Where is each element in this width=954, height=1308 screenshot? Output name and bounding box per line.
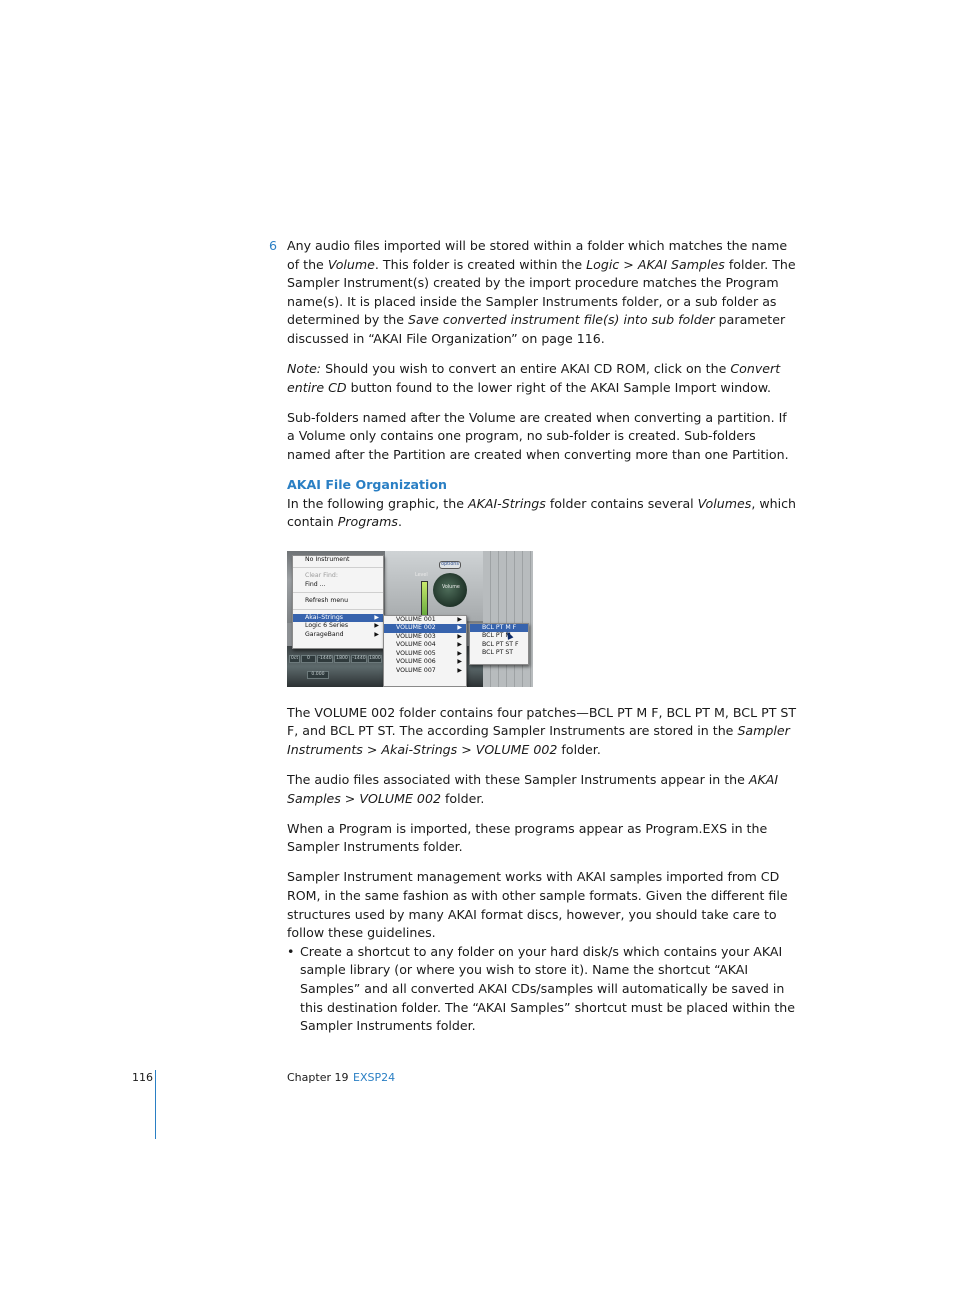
options-button[interactable]: options xyxy=(439,561,461,569)
submenu-arrow-icon: ▶ xyxy=(457,658,462,666)
menu-item-patch[interactable]: BCL PT M xyxy=(482,632,511,640)
menu-separator xyxy=(293,589,383,593)
bullet-icon: • xyxy=(287,943,295,959)
submenu-arrow-icon: ▶ xyxy=(457,632,462,640)
akai-menu-screenshot xyxy=(287,551,533,687)
menu-item-volume[interactable]: VOLUME 002 ▶ xyxy=(384,624,466,633)
level-label: Level xyxy=(415,572,428,578)
param-chip[interactable]: -1440 xyxy=(318,655,332,661)
menu-item-refresh[interactable]: Refresh menu xyxy=(305,597,349,605)
patch-submenu xyxy=(469,623,529,665)
menu-item-volume[interactable]: VOLUME 004 ▶ xyxy=(396,641,462,649)
menu-item-no-instrument[interactable]: No Instrument xyxy=(305,555,350,563)
step-6-text: Any audio files imported will be stored within a folder which matches the name of the Volume. This folder is created within the Logic > AKAI Samples folder. The Sampler Instrument(s) created by the import procedure matches the Program name(s). It is placed inside the Sampler Instruments folder, or a sub folder as determined by the Save converted instrument file(s) into sub folder parameter discussed in “AKAI File Organization” on page 116. xyxy=(287,238,796,346)
menu-item-volume[interactable]: VOLUME 007 ▶ xyxy=(396,666,462,674)
submenu-arrow-icon: ▶ xyxy=(457,649,462,657)
submenu-arrow-icon: ▶ xyxy=(457,666,462,674)
page-body xyxy=(269,237,797,1036)
menu-item-find[interactable]: Find ... xyxy=(305,580,326,588)
submenu-arrow-icon: ▶ xyxy=(374,622,379,630)
menu-item-patch[interactable]: BCL PT ST F xyxy=(482,640,519,648)
guideline-bullet xyxy=(287,943,797,1036)
menu-item-patch[interactable]: BCL PT ST xyxy=(482,649,514,657)
volume-label: Volume xyxy=(442,584,460,590)
submenu-arrow-icon: ▶ xyxy=(457,624,462,632)
management-paragraph: Sampler Instrument management works with AKAI samples imported from CD ROM, in the same fashion as with other sample formats. Given the different file structures used by many AKAI format discs, however, you should take care to follow these guidelines. xyxy=(287,869,788,941)
figure-side-panel xyxy=(483,551,533,687)
menu-item-volume[interactable]: VOLUME 006 ▶ xyxy=(396,658,462,666)
param-chip[interactable]: 0 xyxy=(301,655,316,663)
volume002-paragraph: The VOLUME 002 folder contains four patches—BCL PT M F, BCL PT M, BCL PT ST F, and BCL PT ST. The according Sampler Instruments are stored in the Sampler Instruments > Akai-Strings > VOLUME 002 folder. xyxy=(287,704,797,757)
submenu-arrow-icon: ▶ xyxy=(374,630,379,638)
submenu-arrow-icon: ▶ xyxy=(457,615,462,623)
menu-item-volume[interactable]: VOLUME 001 ▶ xyxy=(396,615,462,623)
submenu-arrow-icon: ▶ xyxy=(374,613,379,621)
bullet-text: Create a shortcut to any folder on your hard disk/s which contains your AKAI sample library (or where you wish to store it). Name the shortcut “AKAI Samples” and all converted AKAI CDs/samples will automatically be saved in this destination folder. The “AKAI Samples” shortcut must be placed within the Sampler Instruments folder. xyxy=(300,943,796,1034)
instrument-menu xyxy=(292,555,384,649)
audio-files-paragraph: The audio files associated with these Sampler Instruments appear in the AKAI Samples > VOLUME 002 folder. xyxy=(287,772,779,806)
level-meter xyxy=(421,581,428,619)
program-paragraph: When a Program is imported, these programs appear as Program.EXS in the Sampler Instruments folder. xyxy=(287,820,768,855)
menu-item-volume[interactable]: VOLUME 003 ▶ xyxy=(396,632,462,640)
section-intro: In the following graphic, the AKAI-Strings folder contains several Volumes, which contain Programs. xyxy=(287,495,797,530)
footer-divider xyxy=(155,1070,156,1139)
volume-knob[interactable] xyxy=(433,573,467,607)
step-6 xyxy=(269,237,797,349)
menu-item-patch[interactable]: BCL PT M F xyxy=(470,624,528,633)
menu-item-clear-find[interactable]: Clear Find: xyxy=(305,572,338,580)
section-heading: AKAI File Organization xyxy=(287,477,447,493)
menu-separator xyxy=(293,606,383,610)
menu-item-akai-strings[interactable]: Akai–Strings ▶ xyxy=(293,614,383,623)
menu-separator xyxy=(293,564,383,568)
page-number: 116 xyxy=(132,1071,153,1084)
menu-item-garageband[interactable]: GarageBand ▶ xyxy=(305,630,379,638)
submenu-arrow-icon: ▶ xyxy=(457,641,462,649)
note-paragraph: Note: Should you wish to convert an entire AKAI CD ROM, click on the Convert entire CD button found to the lower right of the AKAI Sample Import window. xyxy=(287,361,781,395)
footer-chapter: Chapter 19 xyxy=(287,1071,349,1084)
param-chip[interactable]: 0ct xyxy=(290,655,299,661)
menu-item-volume[interactable]: VOLUME 005 ▶ xyxy=(396,649,462,657)
param-chip[interactable]: 1800 xyxy=(369,655,381,661)
footer-chapter-title: EXSP24 xyxy=(353,1071,396,1084)
volume-submenu xyxy=(383,615,467,687)
param-chip[interactable]: -1440 xyxy=(352,655,366,661)
subfolders-paragraph: Sub-folders named after the Volume are created when converting a partition. If a Volume only contains one program, no sub-folder is created. Sub-folders named after the Partition are created when converting more than one Partition. xyxy=(287,409,789,462)
step-number: 6 xyxy=(269,238,278,253)
menu-item-logic-series[interactable]: Logic 6 Series ▶ xyxy=(305,622,379,630)
param-chip[interactable]: 0.000 xyxy=(307,671,329,679)
param-chip[interactable]: 1800 xyxy=(334,655,350,663)
